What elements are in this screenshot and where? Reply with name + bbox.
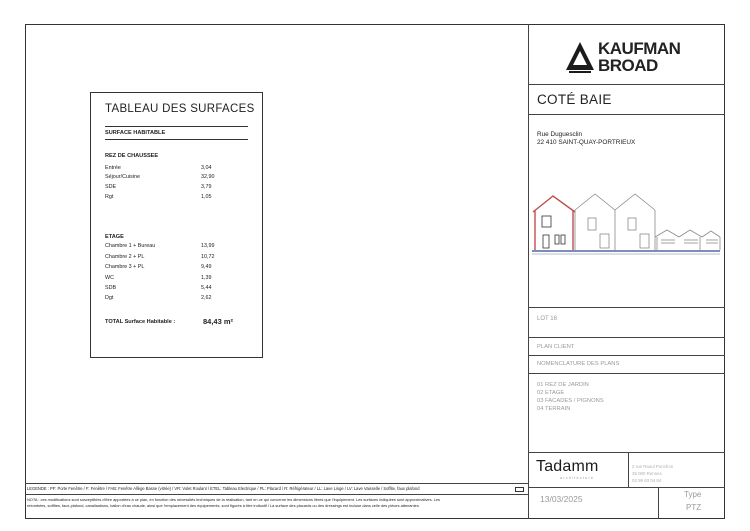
room-area: 2,62	[201, 295, 212, 301]
table-row	[105, 243, 225, 251]
room-label: SDE	[105, 184, 117, 190]
room-area: 32,90	[201, 174, 215, 180]
table-row	[105, 295, 225, 303]
nomenclature-title: NOMENCLATURE DES PLANS	[537, 361, 620, 367]
note-line: NOTA : ces modifications sont susceptibles d'être apportées à ce plan, en fonction des nécessités techniques de la réalisation, tant en ce qui concerne les dimensions libres que l'équipement. Les surfaces indiquées sont approximatives. Les	[27, 497, 440, 502]
surfaces-subtitle: SURFACE HABITABLE	[105, 130, 166, 136]
rule	[528, 452, 725, 453]
plan-date: 13/03/2025	[540, 494, 583, 504]
project-title: COTÉ BAIE	[537, 92, 612, 107]
address-line2: 22 410 SAINT-QUAY-PORTRIEUX	[537, 139, 636, 146]
brand-logo	[565, 39, 681, 76]
table-row	[105, 254, 225, 262]
plan-list	[537, 381, 604, 413]
type-value: PTZ	[686, 503, 702, 512]
room-area: 1,39	[201, 275, 212, 281]
rule	[105, 126, 248, 127]
table-row	[105, 285, 225, 293]
rule	[528, 355, 725, 356]
table-row	[105, 264, 225, 272]
type-label: Type	[684, 490, 702, 499]
room-area: 5,44	[201, 285, 212, 291]
rule	[105, 139, 248, 140]
legend-swatch	[515, 487, 524, 492]
surfaces-table	[90, 92, 263, 358]
table-row	[105, 275, 225, 283]
plan-list-item: 04 TERRAIN	[537, 406, 571, 412]
total-row	[105, 319, 245, 325]
rule	[528, 84, 725, 85]
note-text	[27, 497, 525, 509]
architect-info-line: 2 rue Raoul Ponchon	[632, 464, 674, 469]
table-row	[105, 174, 225, 182]
plan-list-item: 02 ETAGE	[537, 390, 565, 396]
plan-list-item: 01 REZ DE JARDIN	[537, 382, 589, 388]
architect-info	[632, 463, 673, 484]
architect-info-line: 35 000 Rennes	[632, 471, 662, 476]
rule	[25, 483, 528, 484]
room-label: Chambre 2 + PL	[105, 254, 145, 260]
section-title: REZ DE CHAUSSEE	[105, 153, 159, 159]
lot-number: LOT 16	[537, 316, 557, 322]
address-line1: Rue Duguesclin	[537, 131, 583, 138]
brand-name-line2: BROAD	[598, 56, 658, 75]
rule	[528, 487, 725, 488]
title-block-divider	[528, 24, 529, 519]
room-area: 1,05	[201, 194, 212, 200]
architect-subtitle: architecture	[560, 476, 595, 480]
room-label: WC	[105, 275, 114, 281]
room-area: 3,04	[201, 165, 212, 171]
room-area: 3,79	[201, 184, 212, 190]
room-label: SDB	[105, 285, 117, 291]
rule	[658, 487, 659, 519]
architect-info-line: 02 99 63 04 84	[632, 478, 662, 483]
room-area: 10,72	[201, 254, 215, 260]
rule	[528, 114, 725, 115]
plan-list-item: 03 FACADES / PIGNONS	[537, 398, 604, 404]
brand-triangle-icon	[565, 40, 595, 74]
rule	[528, 337, 725, 338]
note-line: retombées, soffites, faux-plafond, canalisations, ballon d'eau chaude, ainsi que l'emplacement des équipements, sont figurés à titre indicatif / La surface des placards ou des dressings est incluse dans celle des pièces attenantes	[27, 503, 419, 508]
table-row	[105, 184, 225, 192]
architect-logo: Tadamm	[536, 458, 599, 475]
legend-text: LEGENDE : PF: Porte Fenêtre / F: Fenêtre / FAB: Fenêtre Allège Basse (vitrée) / VR: Volet Roulant / ETEL: Tableau Electrique / PL: Placard / R: Réfrigérateur / LL: Lave Linge / LV: Lave Vaisselle / Soffite, faux plafond	[27, 486, 420, 491]
room-label: Entrée	[105, 165, 121, 171]
total-label: TOTAL Surface Habitable :	[105, 319, 176, 325]
rule	[628, 452, 629, 487]
total-value: 84,43 m²	[203, 317, 234, 326]
rule	[528, 307, 725, 308]
room-label: Rgt	[105, 194, 114, 200]
table-row	[105, 165, 225, 173]
room-label: Chambre 3 + PL	[105, 264, 145, 270]
surfaces-table-title: TABLEAU DES SURFACES	[105, 103, 255, 115]
room-area: 13,99	[201, 243, 215, 249]
house-elevation-illustration	[530, 188, 722, 262]
rule	[528, 373, 725, 374]
brand-name-line1: KAUFMAN	[598, 39, 681, 58]
room-label: Dgt	[105, 295, 114, 301]
room-label: Séjour/Cuisine	[105, 174, 141, 180]
rule	[25, 494, 528, 495]
plan-type: PLAN CLIENT	[537, 344, 575, 350]
section-title: ETAGE	[105, 234, 124, 240]
room-label: Chambre 1 + Bureau	[105, 243, 156, 249]
room-area: 9,49	[201, 264, 212, 270]
table-row	[105, 194, 225, 202]
